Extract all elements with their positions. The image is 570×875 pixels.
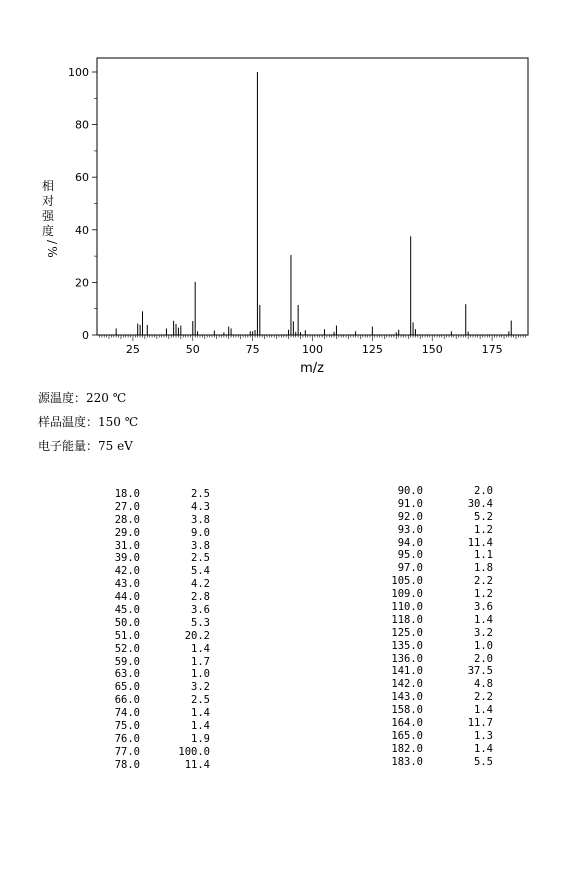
mz-value: 44.0	[114, 591, 140, 604]
table-row	[383, 498, 493, 511]
mz-value: 66.0	[114, 694, 140, 707]
table-row	[383, 614, 493, 627]
mz-value: 45.0	[114, 604, 140, 617]
intensity-value: 1.4	[191, 707, 210, 720]
mz-value: 27.0	[114, 500, 140, 513]
x-tick-label: 25	[125, 343, 140, 356]
intensity-value: 3.8	[191, 539, 210, 552]
mz-value: 76.0	[114, 732, 140, 745]
mz-value: 65.0	[114, 681, 140, 694]
table-row	[383, 730, 493, 743]
mz-value: 91.0	[397, 497, 423, 510]
table-row	[100, 694, 210, 707]
intensity-value: 100.0	[178, 745, 210, 758]
y-axis-label-char: 相	[41, 179, 55, 193]
mz-value: 183.0	[391, 755, 423, 768]
x-tick-label: 50	[185, 343, 200, 356]
mz-value: 158.0	[391, 704, 423, 717]
table-row	[100, 720, 210, 733]
mz-value: 51.0	[114, 629, 140, 642]
table-row	[383, 691, 493, 704]
table-row	[383, 653, 493, 666]
mz-value: 43.0	[114, 578, 140, 591]
table-row	[383, 756, 493, 769]
intensity-value: 1.3	[474, 729, 493, 742]
y-tick-label: 60	[75, 171, 89, 185]
table-row	[383, 743, 493, 756]
mz-value: 42.0	[114, 565, 140, 578]
y-tick-label: 100	[68, 66, 89, 79]
peak-table-right	[383, 485, 493, 769]
intensity-value: 1.1	[474, 549, 493, 562]
table-row	[100, 668, 210, 681]
mz-value: 110.0	[391, 601, 423, 614]
table-row	[383, 640, 493, 653]
intensity-value: 1.4	[191, 642, 210, 655]
table-row	[100, 591, 210, 604]
mz-value: 94.0	[397, 536, 423, 549]
table-row	[383, 704, 493, 717]
mz-value: 97.0	[397, 562, 423, 575]
intensity-value: 4.3	[191, 500, 210, 513]
mz-value: 52.0	[114, 642, 140, 655]
table-row	[383, 537, 493, 550]
x-tick-label: 150	[421, 343, 443, 356]
table-row	[100, 617, 210, 630]
intensity-value: 1.0	[191, 668, 210, 681]
intensity-value: 4.8	[474, 678, 493, 691]
intensity-value: 5.3	[191, 616, 210, 629]
table-row	[383, 485, 493, 498]
intensity-value: 37.5	[467, 665, 493, 678]
mass-spectrum-chart	[0, 0, 570, 380]
mz-value: 141.0	[391, 665, 423, 678]
mz-value: 74.0	[114, 707, 140, 720]
mz-value: 29.0	[114, 526, 140, 539]
mz-value: 63.0	[114, 668, 140, 681]
table-row	[100, 565, 210, 578]
table-row	[383, 678, 493, 691]
intensity-value: 5.4	[191, 565, 210, 578]
mz-value: 93.0	[397, 523, 423, 536]
intensity-value: 1.9	[191, 732, 210, 745]
intensity-value: 2.2	[474, 691, 493, 704]
mz-value: 182.0	[391, 742, 423, 755]
table-row	[383, 627, 493, 640]
mz-value: 105.0	[391, 575, 423, 588]
intensity-value: 1.2	[474, 588, 493, 601]
table-row	[383, 588, 493, 601]
intensity-value: 11.4	[467, 536, 493, 549]
x-tick-label: 75	[245, 343, 260, 356]
intensity-value: 1.0	[474, 639, 493, 652]
mz-value: 75.0	[114, 720, 140, 733]
table-row	[383, 575, 493, 588]
mz-value: 31.0	[114, 539, 140, 552]
mz-value: 125.0	[391, 626, 423, 639]
intensity-value: 4.2	[191, 578, 210, 591]
table-row	[383, 601, 493, 614]
table-row	[100, 488, 210, 501]
intensity-value: 3.2	[191, 681, 210, 694]
y-tick-label: 20	[75, 276, 89, 290]
sample-temperature: 样品温度：150 ℃	[38, 415, 139, 429]
mz-value: 50.0	[114, 616, 140, 629]
table-row	[100, 681, 210, 694]
table-row	[383, 562, 493, 575]
intensity-value: 3.6	[191, 604, 210, 617]
intensity-value: 2.0	[474, 485, 493, 497]
intensity-value: 5.2	[474, 510, 493, 523]
mz-value: 95.0	[397, 549, 423, 562]
intensity-value: 2.0	[474, 652, 493, 665]
mz-value: 39.0	[114, 552, 140, 565]
mz-value: 59.0	[114, 655, 140, 668]
table-row	[383, 511, 493, 524]
table-row	[383, 524, 493, 537]
intensity-value: 11.7	[467, 717, 493, 730]
table-row	[383, 717, 493, 730]
table-row	[100, 604, 210, 617]
peak-table-left	[100, 488, 210, 772]
intensity-value: 2.5	[191, 552, 210, 565]
table-row	[100, 540, 210, 553]
table-row	[100, 630, 210, 643]
mz-value: 143.0	[391, 691, 423, 704]
intensity-value: 2.2	[474, 575, 493, 588]
mz-value: 142.0	[391, 678, 423, 691]
intensity-value: 2.5	[191, 488, 210, 500]
table-row	[383, 665, 493, 678]
table-row	[100, 707, 210, 720]
mz-value: 78.0	[114, 758, 140, 771]
mz-value: 28.0	[114, 513, 140, 526]
y-axis-label-char: /	[45, 239, 59, 245]
table-row	[100, 656, 210, 669]
mz-value: 136.0	[391, 652, 423, 665]
table-row	[100, 501, 210, 514]
intensity-value: 1.4	[474, 742, 493, 755]
x-tick-label: 100	[302, 343, 323, 356]
intensity-value: 2.5	[191, 694, 210, 707]
electron-energy: 电子能量：75 eV	[38, 439, 133, 453]
intensity-value: 2.8	[191, 591, 210, 604]
mz-value: 135.0	[391, 639, 423, 652]
table-row	[100, 643, 210, 656]
x-axis-label: m/z	[300, 361, 324, 376]
source-temperature: 源温度：220 ℃	[38, 391, 127, 405]
intensity-value: 3.2	[474, 626, 493, 639]
intensity-value: 20.2	[184, 629, 210, 642]
intensity-value: 30.4	[467, 497, 493, 510]
y-tick-label: 40	[75, 223, 89, 237]
intensity-value: 1.2	[474, 523, 493, 536]
y-axis-label-char: 强	[41, 209, 55, 223]
intensity-value: 1.4	[474, 613, 493, 626]
mz-value: 92.0	[397, 510, 423, 523]
mz-value: 165.0	[391, 729, 423, 742]
intensity-value: 1.7	[191, 655, 210, 668]
intensity-value: 1.4	[191, 720, 210, 733]
intensity-value: 1.4	[474, 704, 493, 717]
y-axis-label-char: 对	[41, 194, 55, 208]
y-axis-label-char: 度	[41, 224, 55, 238]
mz-value: 18.0	[114, 488, 140, 500]
table-row	[100, 578, 210, 591]
x-tick-label: 125	[361, 343, 383, 356]
x-tick-label: 175	[481, 343, 503, 356]
table-row	[100, 552, 210, 565]
table-row	[383, 549, 493, 562]
plot-frame	[97, 58, 528, 335]
y-axis-label	[42, 178, 59, 258]
intensity-value: 3.6	[474, 601, 493, 614]
intensity-value: 9.0	[191, 526, 210, 539]
y-tick-label: 80	[75, 118, 89, 132]
mz-value: 77.0	[114, 745, 140, 758]
intensity-value: 11.4	[184, 758, 210, 771]
intensity-value: 3.8	[191, 513, 210, 526]
mz-value: 118.0	[391, 613, 423, 626]
table-row	[100, 733, 210, 746]
table-row	[100, 759, 210, 772]
mz-value: 164.0	[391, 717, 423, 730]
table-row	[100, 527, 210, 540]
mz-value: 90.0	[397, 485, 423, 497]
mz-value: 109.0	[391, 588, 423, 601]
intensity-value: 5.5	[474, 755, 493, 768]
intensity-value: 1.8	[474, 562, 493, 575]
table-row	[100, 514, 210, 527]
y-tick-label: 0	[82, 329, 89, 342]
y-axis-label-char: %	[45, 246, 59, 258]
table-row	[100, 746, 210, 759]
